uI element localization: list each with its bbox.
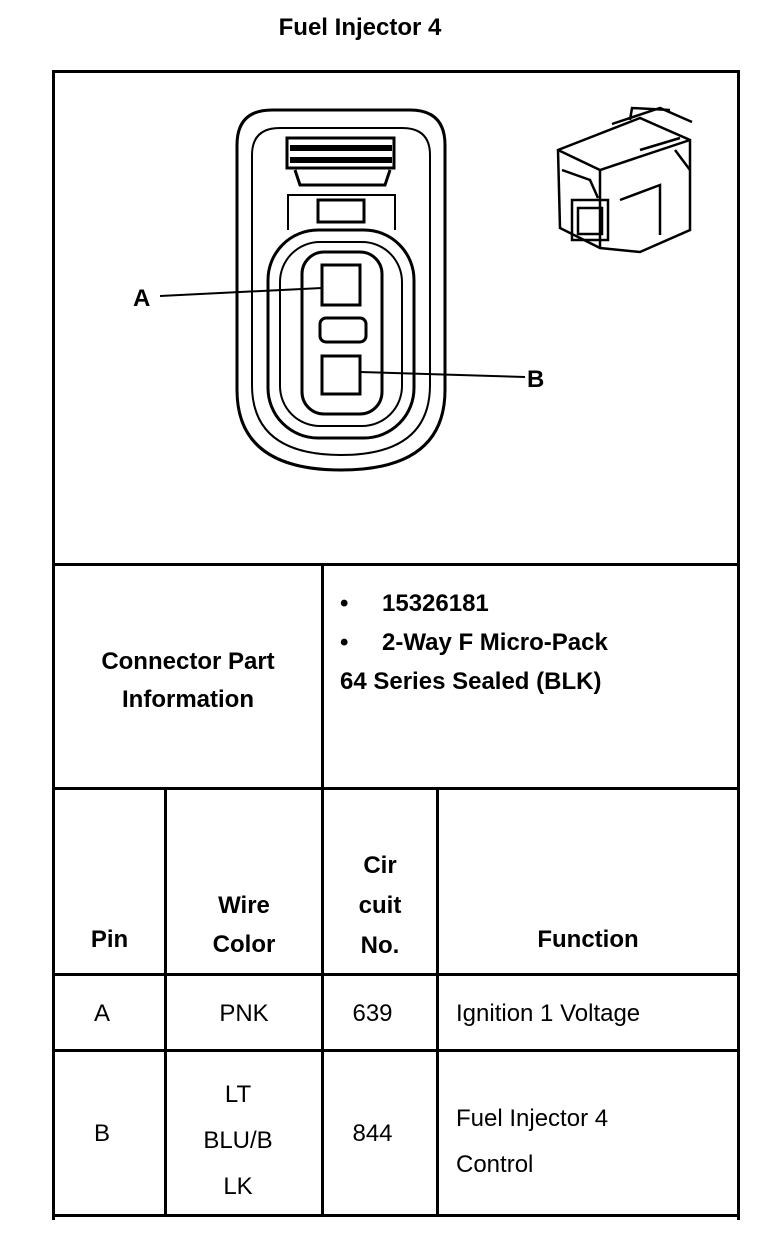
- header-line: cuit: [358, 892, 402, 919]
- function-line: Fuel Injector 4: [456, 1105, 609, 1132]
- pin-b-leader: [360, 372, 525, 377]
- header-function: Function: [537, 926, 639, 953]
- table-cell-circuit: 844: [352, 1120, 393, 1147]
- table-cell-function: Ignition 1 Voltage: [456, 1000, 641, 1027]
- header-pin: Pin: [90, 926, 129, 953]
- header-line: Wire: [218, 892, 270, 919]
- divider: [52, 787, 740, 790]
- table-cell-wire-color: [167, 1072, 309, 1210]
- description-line: 2-Way F Micro-Pack: [382, 629, 608, 656]
- connector-info-label-line: Information: [122, 686, 254, 713]
- connector-info-label-line: Connector Part: [101, 648, 275, 675]
- wire-color-line: BLU/B: [203, 1127, 273, 1154]
- table-cell-circuit: 639: [352, 1000, 393, 1027]
- table-cell-pin: A: [93, 1000, 110, 1027]
- description-item: • 2-Way F Micro-Pack: [340, 629, 608, 656]
- table-cell-pin: B: [93, 1120, 110, 1147]
- header-line: Cir: [363, 852, 397, 879]
- pin-a-leader: [160, 288, 322, 296]
- part-number: 15326181: [382, 590, 489, 617]
- wire-color-line: LK: [223, 1173, 253, 1200]
- page-title: Fuel Injector 4: [278, 14, 442, 41]
- part-number-item: • 15326181: [340, 590, 489, 617]
- header-wire-color: [167, 886, 321, 964]
- wire-color-line: LT: [224, 1081, 252, 1108]
- divider: [52, 1049, 740, 1052]
- pin-a-label: A: [133, 285, 151, 312]
- table-cell-function: [456, 1096, 608, 1188]
- header-circuit: [324, 846, 436, 966]
- header-line: Color: [212, 931, 276, 958]
- connector-info-details: [340, 584, 608, 701]
- connector-diagram: [55, 73, 737, 563]
- table-cell-wire-color: PNK: [219, 1000, 269, 1027]
- divider: [52, 1214, 740, 1217]
- divider: [52, 563, 740, 566]
- divider: [436, 787, 439, 1217]
- function-line: Control: [456, 1151, 534, 1178]
- connector-3d-icon: [558, 108, 692, 252]
- pin-b-label: B: [527, 366, 545, 393]
- description-line: 64 Series Sealed (BLK): [340, 668, 602, 695]
- connector-info-label: [55, 643, 321, 719]
- header-line: No.: [360, 932, 400, 959]
- divider: [52, 973, 740, 976]
